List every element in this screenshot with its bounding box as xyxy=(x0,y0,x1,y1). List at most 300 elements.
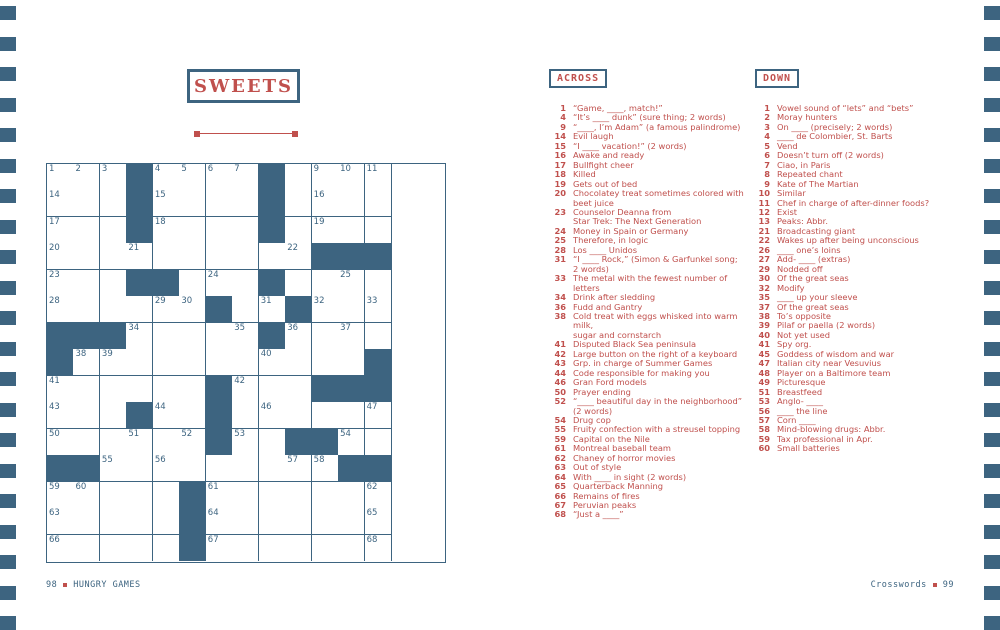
grid-cell[interactable] xyxy=(126,296,153,323)
clue-number: 4 xyxy=(764,131,770,142)
clue-number: 47 xyxy=(758,358,770,369)
grid-cell[interactable] xyxy=(259,349,286,376)
grid-cell[interactable] xyxy=(206,190,233,217)
cell-number: 51 xyxy=(128,428,140,439)
grid-cell[interactable] xyxy=(206,455,233,482)
grid-block xyxy=(338,376,365,403)
clue-number: 28 xyxy=(554,244,566,255)
clue-number: 18 xyxy=(554,169,566,180)
edge-tab-mark xyxy=(984,189,1000,203)
grid-cell[interactable] xyxy=(206,217,233,244)
grid-cell[interactable] xyxy=(232,243,259,270)
grid-cell[interactable] xyxy=(312,508,339,535)
clue-text: “____ beautiful day in the neighborhood” (2 words) xyxy=(573,396,743,416)
down-clue-list xyxy=(752,104,962,454)
cell-number: 43 xyxy=(49,402,60,413)
grid-cell[interactable] xyxy=(312,323,339,350)
grid-cell[interactable] xyxy=(365,323,392,350)
grid-cell[interactable] xyxy=(285,402,312,429)
clue-number: 41 xyxy=(554,339,566,350)
grid-cell[interactable] xyxy=(312,296,339,323)
grid-cell[interactable] xyxy=(338,190,365,217)
cell-number: 58 xyxy=(313,455,325,466)
grid-cell[interactable] xyxy=(285,217,312,244)
ornament-dot-left xyxy=(194,131,200,137)
grid-cell[interactable] xyxy=(47,243,74,270)
clue-number: 55 xyxy=(554,424,566,435)
cell-number: 50 xyxy=(49,428,60,439)
clue-number: 59 xyxy=(758,433,770,444)
grid-block xyxy=(206,376,233,403)
clue-text: Similar xyxy=(777,188,806,199)
clue-text: Picturesque xyxy=(777,377,826,388)
grid-cell[interactable] xyxy=(259,243,286,270)
grid-cell[interactable] xyxy=(153,455,180,482)
clue-number: 34 xyxy=(554,292,566,303)
grid-cell[interactable] xyxy=(73,429,100,456)
grid-block xyxy=(126,402,153,429)
clue-text: Quarterback Manning xyxy=(573,481,663,492)
cell-number: 65 xyxy=(366,508,378,519)
grid-cell[interactable] xyxy=(100,508,127,535)
grid-cell[interactable] xyxy=(47,535,74,562)
grid-cell[interactable] xyxy=(100,217,127,244)
clue-number: 45 xyxy=(758,348,770,359)
grid-cell[interactable] xyxy=(259,455,286,482)
grid-cell[interactable] xyxy=(365,217,392,244)
grid-cell[interactable] xyxy=(312,270,339,297)
clue-number: 65 xyxy=(554,481,566,492)
grid-cell[interactable] xyxy=(47,217,74,244)
clue-number: 49 xyxy=(758,377,770,388)
grid-cell[interactable] xyxy=(285,190,312,217)
edge-tab-mark xyxy=(0,128,16,142)
puzzle-title: SWEETS xyxy=(193,75,294,97)
grid-cell[interactable] xyxy=(206,482,233,509)
grid-cell[interactable] xyxy=(73,376,100,403)
grid-cell[interactable] xyxy=(100,376,127,403)
clue-number: 67 xyxy=(554,500,566,511)
edge-tab-mark xyxy=(984,311,1000,325)
ornament-line xyxy=(196,133,296,134)
grid-cell[interactable] xyxy=(179,164,206,191)
grid-cell[interactable] xyxy=(365,296,392,323)
cell-number: 14 xyxy=(49,190,60,201)
right-edge-tabs xyxy=(984,0,1000,619)
clue-number: 60 xyxy=(758,443,770,454)
grid-cell[interactable] xyxy=(153,482,180,509)
clue-text: Small batteries xyxy=(777,443,840,454)
edge-tab-mark xyxy=(984,525,1000,539)
clue-number: 50 xyxy=(554,386,566,397)
grid-cell[interactable] xyxy=(179,349,206,376)
grid-block xyxy=(206,402,233,429)
grid-cell[interactable] xyxy=(232,270,259,297)
grid-cell[interactable] xyxy=(153,164,180,191)
grid-cell[interactable] xyxy=(285,270,312,297)
clue-number: 62 xyxy=(554,452,566,463)
cell-number: 61 xyxy=(207,481,219,492)
grid-cell[interactable] xyxy=(126,508,153,535)
page-number-left: 98 xyxy=(46,580,58,590)
grid-cell[interactable] xyxy=(206,323,233,350)
grid-cell[interactable] xyxy=(153,535,180,562)
grid-block xyxy=(338,243,365,270)
grid-cell[interactable] xyxy=(338,402,365,429)
grid-cell[interactable] xyxy=(259,508,286,535)
edge-tab-mark xyxy=(0,433,16,447)
clue-number: 13 xyxy=(758,216,770,227)
grid-cell[interactable] xyxy=(232,164,259,191)
clue-number: 57 xyxy=(758,414,770,425)
grid-cell[interactable] xyxy=(338,217,365,244)
edge-tab-mark xyxy=(0,67,16,81)
grid-cell[interactable] xyxy=(153,508,180,535)
grid-cell[interactable] xyxy=(73,217,100,244)
clue-text: “I ____ Rock,” (Simon & Garfunkel song; 2 words) xyxy=(573,254,738,274)
grid-cell[interactable] xyxy=(100,243,127,270)
grid-cell[interactable] xyxy=(179,323,206,350)
grid-block xyxy=(312,376,339,403)
grid-cell[interactable] xyxy=(338,349,365,376)
grid-cell[interactable] xyxy=(153,296,180,323)
grid-cell[interactable] xyxy=(47,402,74,429)
clue-number: 11 xyxy=(758,197,770,208)
grid-cell[interactable] xyxy=(285,323,312,350)
grid-cell[interactable] xyxy=(259,376,286,403)
grid-cell[interactable] xyxy=(365,402,392,429)
clue-text: Kate of The Martian xyxy=(777,178,859,189)
cell-number: 64 xyxy=(207,508,219,519)
grid-block xyxy=(126,190,153,217)
grid-cell[interactable] xyxy=(126,323,153,350)
cell-number: 21 xyxy=(128,243,140,254)
grid-cell[interactable] xyxy=(100,402,127,429)
grid-cell[interactable] xyxy=(100,455,127,482)
grid-cell[interactable] xyxy=(365,270,392,297)
clue-text: Montreal baseball team xyxy=(573,443,672,454)
clue-number: 5 xyxy=(764,140,770,151)
grid-cell[interactable] xyxy=(126,376,153,403)
grid-cell[interactable] xyxy=(285,349,312,376)
clue-text: Broadcasting giant xyxy=(777,225,856,236)
grid-cell[interactable] xyxy=(179,402,206,429)
clue-number: 46 xyxy=(554,377,566,388)
grid-cell[interactable] xyxy=(259,482,286,509)
clue-number: 68 xyxy=(554,509,566,520)
grid-cell[interactable] xyxy=(179,296,206,323)
grid-cell[interactable] xyxy=(206,535,233,562)
grid-cell[interactable] xyxy=(179,455,206,482)
grid-cell[interactable] xyxy=(179,243,206,270)
clue-number: 21 xyxy=(758,225,770,236)
clue-text: Add- ____ (extras) xyxy=(777,254,851,265)
grid-cell[interactable] xyxy=(153,217,180,244)
cell-number: 47 xyxy=(366,402,378,413)
cell-number: 36 xyxy=(287,322,299,333)
grid-cell[interactable] xyxy=(338,535,365,562)
cell-number: 7 xyxy=(234,164,240,174)
grid-cell[interactable] xyxy=(73,508,100,535)
clue-text: Drink after sledding xyxy=(573,292,656,303)
grid-cell[interactable] xyxy=(338,508,365,535)
cell-number: 34 xyxy=(128,322,140,333)
grid-cell[interactable] xyxy=(338,164,365,191)
clue-text: Gets out of bed xyxy=(573,178,638,189)
edge-tab-mark xyxy=(984,433,1000,447)
grid-cell[interactable] xyxy=(338,429,365,456)
grid-cell[interactable] xyxy=(312,402,339,429)
grid-cell[interactable] xyxy=(100,164,127,191)
clue-number: 53 xyxy=(758,396,770,407)
grid-cell[interactable] xyxy=(126,243,153,270)
grid-cell[interactable] xyxy=(285,376,312,403)
clue-text: “I ____ vacation!” (2 words) xyxy=(573,140,687,151)
clue-item xyxy=(548,312,748,340)
grid-cell[interactable] xyxy=(338,296,365,323)
grid-cell[interactable] xyxy=(73,190,100,217)
clue-number: 40 xyxy=(758,329,770,340)
clue-number: 7 xyxy=(764,159,770,170)
grid-cell[interactable] xyxy=(179,217,206,244)
clue-number: 38 xyxy=(758,310,770,321)
clue-number: 38 xyxy=(554,310,566,321)
grid-cell[interactable] xyxy=(179,270,206,297)
clue-text: Bullfight cheer xyxy=(573,159,634,170)
clue-number: 30 xyxy=(758,273,770,284)
clue-number: 32 xyxy=(758,282,770,293)
grid-cell[interactable] xyxy=(232,217,259,244)
grid-cell[interactable] xyxy=(47,429,74,456)
grid-cell[interactable] xyxy=(365,190,392,217)
grid-cell[interactable] xyxy=(232,482,259,509)
cell-number: 39 xyxy=(101,349,113,360)
grid-cell[interactable] xyxy=(365,429,392,456)
clue-text: Prayer ending xyxy=(573,386,631,397)
grid-cell[interactable] xyxy=(312,535,339,562)
edge-tab-mark xyxy=(0,6,16,20)
cell-number: 35 xyxy=(234,322,246,333)
clue-item xyxy=(548,274,748,293)
clue-text: With ____ in sight (2 words) xyxy=(573,471,687,482)
clue-number: 43 xyxy=(554,358,566,369)
grid-cell[interactable] xyxy=(73,243,100,270)
grid-cell[interactable] xyxy=(232,429,259,456)
grid-cell[interactable] xyxy=(232,508,259,535)
section-name-right: Crosswords xyxy=(870,580,927,590)
cell-number: 5 xyxy=(181,164,187,174)
clue-number: 20 xyxy=(554,188,566,199)
ornament-dot-right xyxy=(292,131,298,137)
grid-cell[interactable] xyxy=(47,190,74,217)
cell-number: 53 xyxy=(234,428,246,439)
grid-cell[interactable] xyxy=(365,164,392,191)
grid-cell[interactable] xyxy=(126,482,153,509)
clue-item xyxy=(548,189,748,208)
grid-cell[interactable] xyxy=(232,376,259,403)
cell-number: 1 xyxy=(49,164,55,174)
grid-block xyxy=(312,429,339,456)
grid-cell[interactable] xyxy=(232,535,259,562)
grid-cell[interactable] xyxy=(179,429,206,456)
grid-cell[interactable] xyxy=(100,190,127,217)
edge-tab-mark xyxy=(0,372,16,386)
cell-number: 2 xyxy=(75,164,81,174)
clue-item xyxy=(752,444,962,453)
grid-cell[interactable] xyxy=(232,402,259,429)
grid-cell[interactable] xyxy=(285,243,312,270)
clue-text: Wakes up after being unconscious xyxy=(777,235,919,246)
cell-number: 57 xyxy=(287,455,299,466)
grid-cell[interactable] xyxy=(179,376,206,403)
grid-cell[interactable] xyxy=(73,296,100,323)
grid-cell[interactable] xyxy=(312,217,339,244)
grid-cell[interactable] xyxy=(153,429,180,456)
grid-cell[interactable] xyxy=(100,349,127,376)
clue-number: 64 xyxy=(554,471,566,482)
grid-cell[interactable] xyxy=(365,535,392,562)
grid-cell[interactable] xyxy=(312,190,339,217)
grid-cell[interactable] xyxy=(100,482,127,509)
grid-cell[interactable] xyxy=(232,296,259,323)
grid-cell[interactable] xyxy=(285,455,312,482)
grid-cell[interactable] xyxy=(206,270,233,297)
grid-cell[interactable] xyxy=(232,349,259,376)
grid-cell[interactable] xyxy=(312,164,339,191)
cell-number: 63 xyxy=(49,508,60,519)
clue-text: “Just a ____” xyxy=(573,509,624,520)
grid-cell[interactable] xyxy=(73,535,100,562)
clue-text: Chef in charge of after-dinner foods? xyxy=(777,197,930,208)
grid-cell[interactable] xyxy=(153,323,180,350)
grid-cell[interactable] xyxy=(338,323,365,350)
edge-tab-mark xyxy=(984,372,1000,386)
grid-cell[interactable] xyxy=(206,349,233,376)
grid-cell[interactable] xyxy=(47,164,74,191)
grid-cell[interactable] xyxy=(73,402,100,429)
grid-cell[interactable] xyxy=(285,164,312,191)
grid-cell[interactable] xyxy=(365,508,392,535)
grid-cell[interactable] xyxy=(153,376,180,403)
grid-cell[interactable] xyxy=(126,535,153,562)
grid-cell[interactable] xyxy=(47,376,74,403)
grid-cell[interactable] xyxy=(153,349,180,376)
grid-block xyxy=(206,429,233,456)
grid-cell[interactable] xyxy=(47,296,74,323)
clue-number: 63 xyxy=(554,462,566,473)
grid-cell[interactable] xyxy=(232,455,259,482)
grid-cell[interactable] xyxy=(338,270,365,297)
clue-number: 33 xyxy=(554,273,566,284)
edge-tab-mark xyxy=(0,342,16,356)
grid-cell[interactable] xyxy=(285,535,312,562)
grid-cell[interactable] xyxy=(73,349,100,376)
grid-cell[interactable] xyxy=(100,296,127,323)
cell-number: 40 xyxy=(260,349,272,360)
grid-block xyxy=(47,349,74,376)
clue-text: Ciao, in Paris xyxy=(777,159,831,170)
edge-tab-mark xyxy=(0,250,16,264)
grid-cell[interactable] xyxy=(206,243,233,270)
grid-cell[interactable] xyxy=(73,270,100,297)
cell-number: 42 xyxy=(234,375,246,386)
grid-cell[interactable] xyxy=(259,535,286,562)
grid-cell[interactable] xyxy=(312,455,339,482)
grid-cell[interactable] xyxy=(338,482,365,509)
grid-cell[interactable] xyxy=(206,508,233,535)
grid-cell[interactable] xyxy=(126,349,153,376)
clue-text: Therefore, in logic xyxy=(573,235,649,246)
cell-number: 6 xyxy=(207,164,214,174)
clue-text: “It’s ____ dunk” (sure thing; 2 words) xyxy=(573,112,726,123)
grid-cell[interactable] xyxy=(153,190,180,217)
grid-cell[interactable] xyxy=(153,402,180,429)
grid-cell[interactable] xyxy=(47,482,74,509)
grid-cell[interactable] xyxy=(312,349,339,376)
grid-cell[interactable] xyxy=(206,164,233,191)
grid-cell[interactable] xyxy=(47,508,74,535)
grid-cell[interactable] xyxy=(47,270,74,297)
clue-text: Money in Spain or Germany xyxy=(573,225,689,236)
clue-number: 41 xyxy=(758,339,770,350)
puzzle-title-box xyxy=(187,69,300,103)
grid-block xyxy=(47,323,74,350)
crossword-grid[interactable] xyxy=(46,163,446,563)
grid-cell[interactable] xyxy=(285,482,312,509)
clue-number: 6 xyxy=(764,150,770,161)
grid-cell[interactable] xyxy=(100,270,127,297)
grid-cell[interactable] xyxy=(259,296,286,323)
grid-cell[interactable] xyxy=(100,535,127,562)
clue-item xyxy=(548,255,748,274)
clue-number: 2 xyxy=(764,112,770,123)
cell-number: 17 xyxy=(49,216,60,227)
clue-text: Goddess of wisdom and war xyxy=(777,348,895,359)
grid-cell[interactable] xyxy=(153,243,180,270)
grid-cell[interactable] xyxy=(73,482,100,509)
edge-tab-mark xyxy=(984,37,1000,51)
grid-cell[interactable] xyxy=(259,402,286,429)
grid-block xyxy=(206,296,233,323)
grid-cell[interactable] xyxy=(259,429,286,456)
clue-text: Vowel sound of “lets” and “bets” xyxy=(777,103,914,113)
title-ornament xyxy=(194,131,298,137)
clue-number: 56 xyxy=(758,405,770,416)
grid-cell[interactable] xyxy=(126,429,153,456)
cell-number: 20 xyxy=(49,243,60,254)
clue-number: 1 xyxy=(764,103,770,113)
cell-number: 25 xyxy=(340,269,351,280)
grid-cell[interactable] xyxy=(179,190,206,217)
cell-number: 62 xyxy=(366,481,378,492)
grid-cell[interactable] xyxy=(100,429,127,456)
clue-text: ____ one’s loins xyxy=(777,244,841,255)
clue-text: Fruity confection with a streusel topping xyxy=(573,424,741,435)
grid-cell[interactable] xyxy=(365,482,392,509)
grid-block xyxy=(153,270,180,297)
grid-cell[interactable] xyxy=(232,190,259,217)
edge-tab-mark xyxy=(0,586,16,600)
grid-cell[interactable] xyxy=(312,482,339,509)
cell-number: 31 xyxy=(260,296,272,307)
clue-number: 39 xyxy=(758,320,770,331)
grid-cell[interactable] xyxy=(232,323,259,350)
grid-cell[interactable] xyxy=(285,508,312,535)
grid-block xyxy=(259,270,286,297)
grid-cell[interactable] xyxy=(73,164,100,191)
grid-cell[interactable] xyxy=(126,455,153,482)
cell-number: 54 xyxy=(340,428,351,439)
